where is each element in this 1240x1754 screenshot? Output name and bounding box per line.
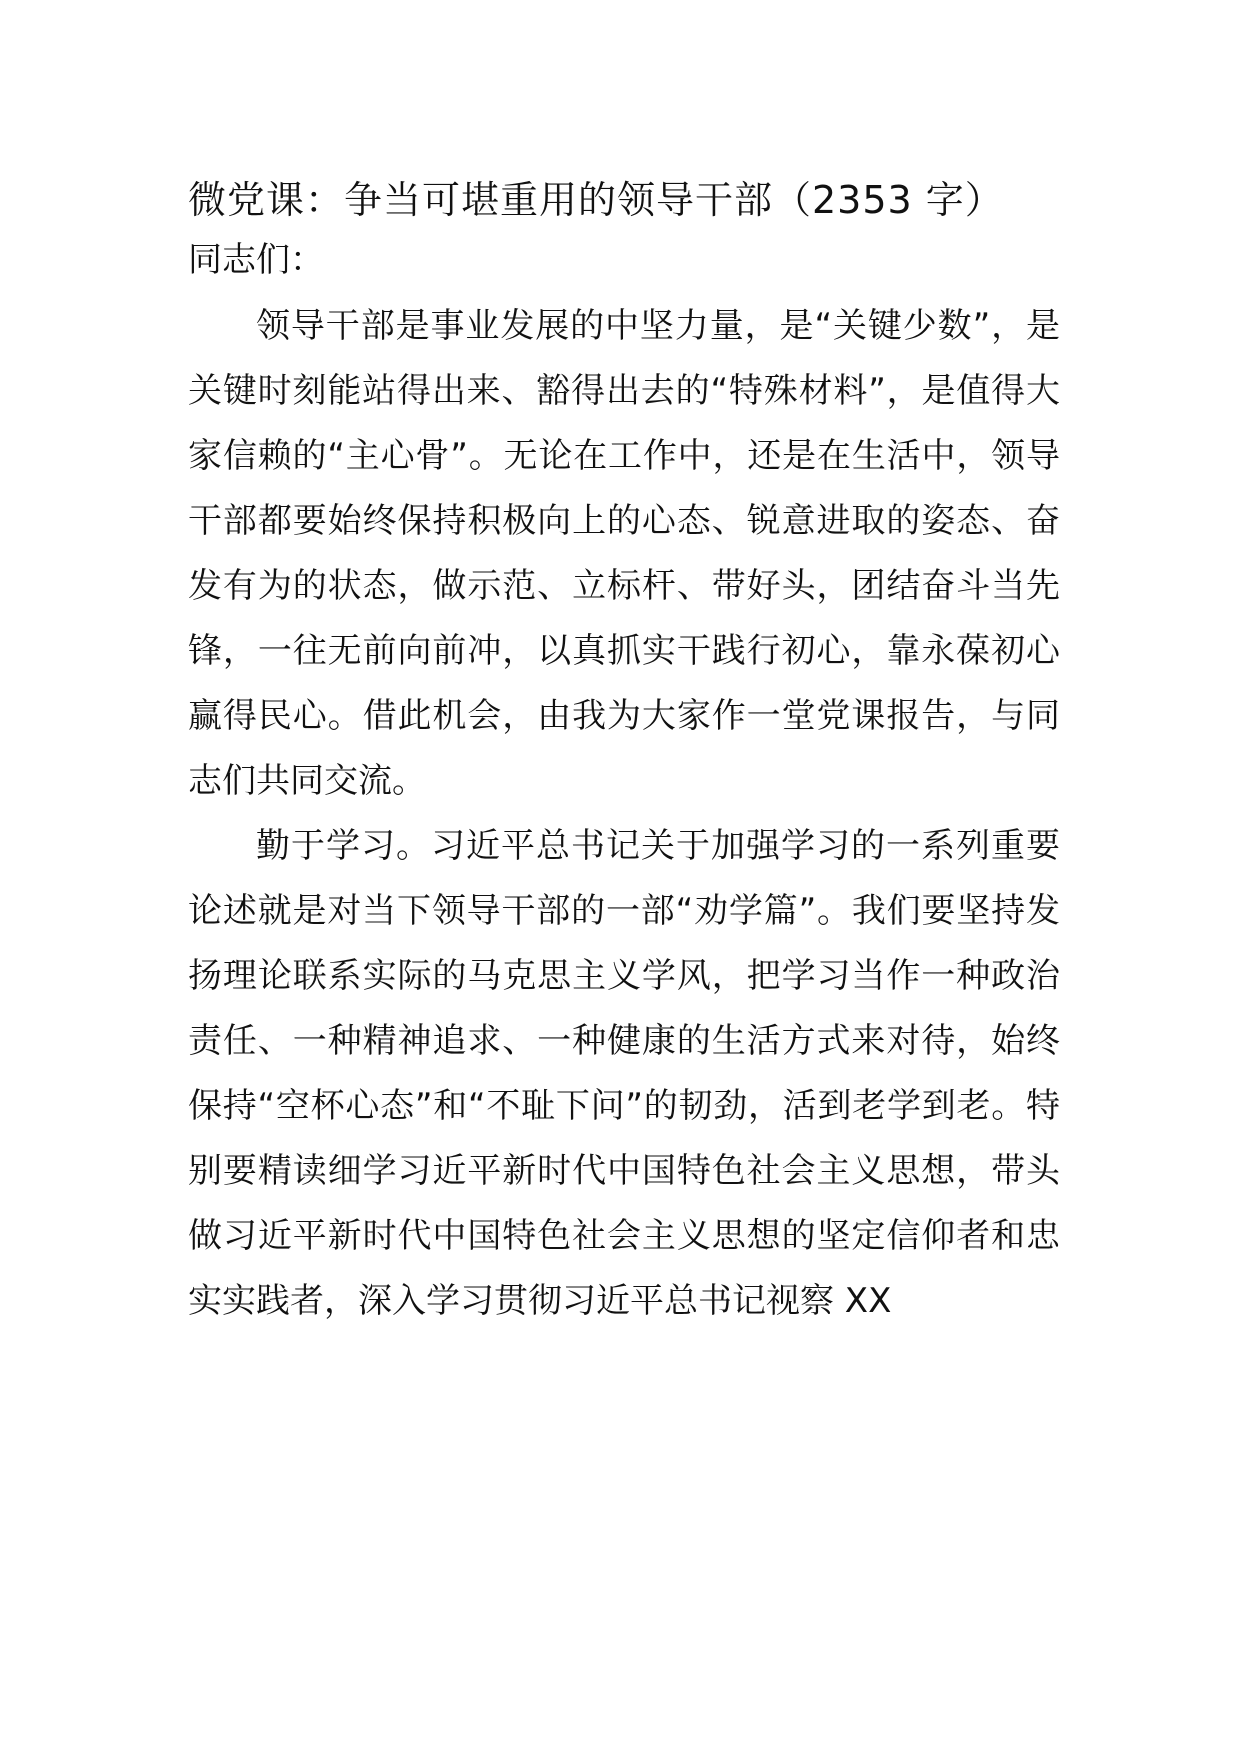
document-body bbox=[188, 170, 1060, 1334]
paragraph-intro: 领导干部是事业发展的中坚力量，是“关键少数”，是关键时刻能站得出来、豁得出去的“特殊材料”，是值得大家信赖的“主心骨”。无论在工作中，还是在生活中，领导干部都要始终保持积极向上的心态、锐意进取的姿态、奋发有为的状态，做示范、立标杆、带好头，团结奋斗当先锋，一往无前向前冲，以真抓实干践行初心，靠永葆初心赢得民心。借此机会，由我为大家作一堂党课报告，与同志们共同交流。 bbox=[188, 306, 1060, 801]
document-title: 微党课：争当可堪重用的领导干部（2353 字） bbox=[188, 178, 1004, 222]
paragraph-study: 勤于学习。习近平总书记关于加强学习的一系列重要论述就是对当下领导干部的一部“劝学篇”。我们要坚持发扬理论联系实际的马克思主义学风，把学习当作一种政治责任、一种精神追求、一种健康的生活方式来对待，始终保持“空杯心态”和“不耻下问”的韧劲，活到老学到老。特别要精读细学习近平新时代中国特色社会主义思想，带头做习近平新时代中国特色社会主义思想的坚定信仰者和忠实实践者，深入学习贯彻习近平总书记视察 XX bbox=[188, 826, 1060, 1321]
salutation: 同志们： bbox=[188, 240, 324, 280]
